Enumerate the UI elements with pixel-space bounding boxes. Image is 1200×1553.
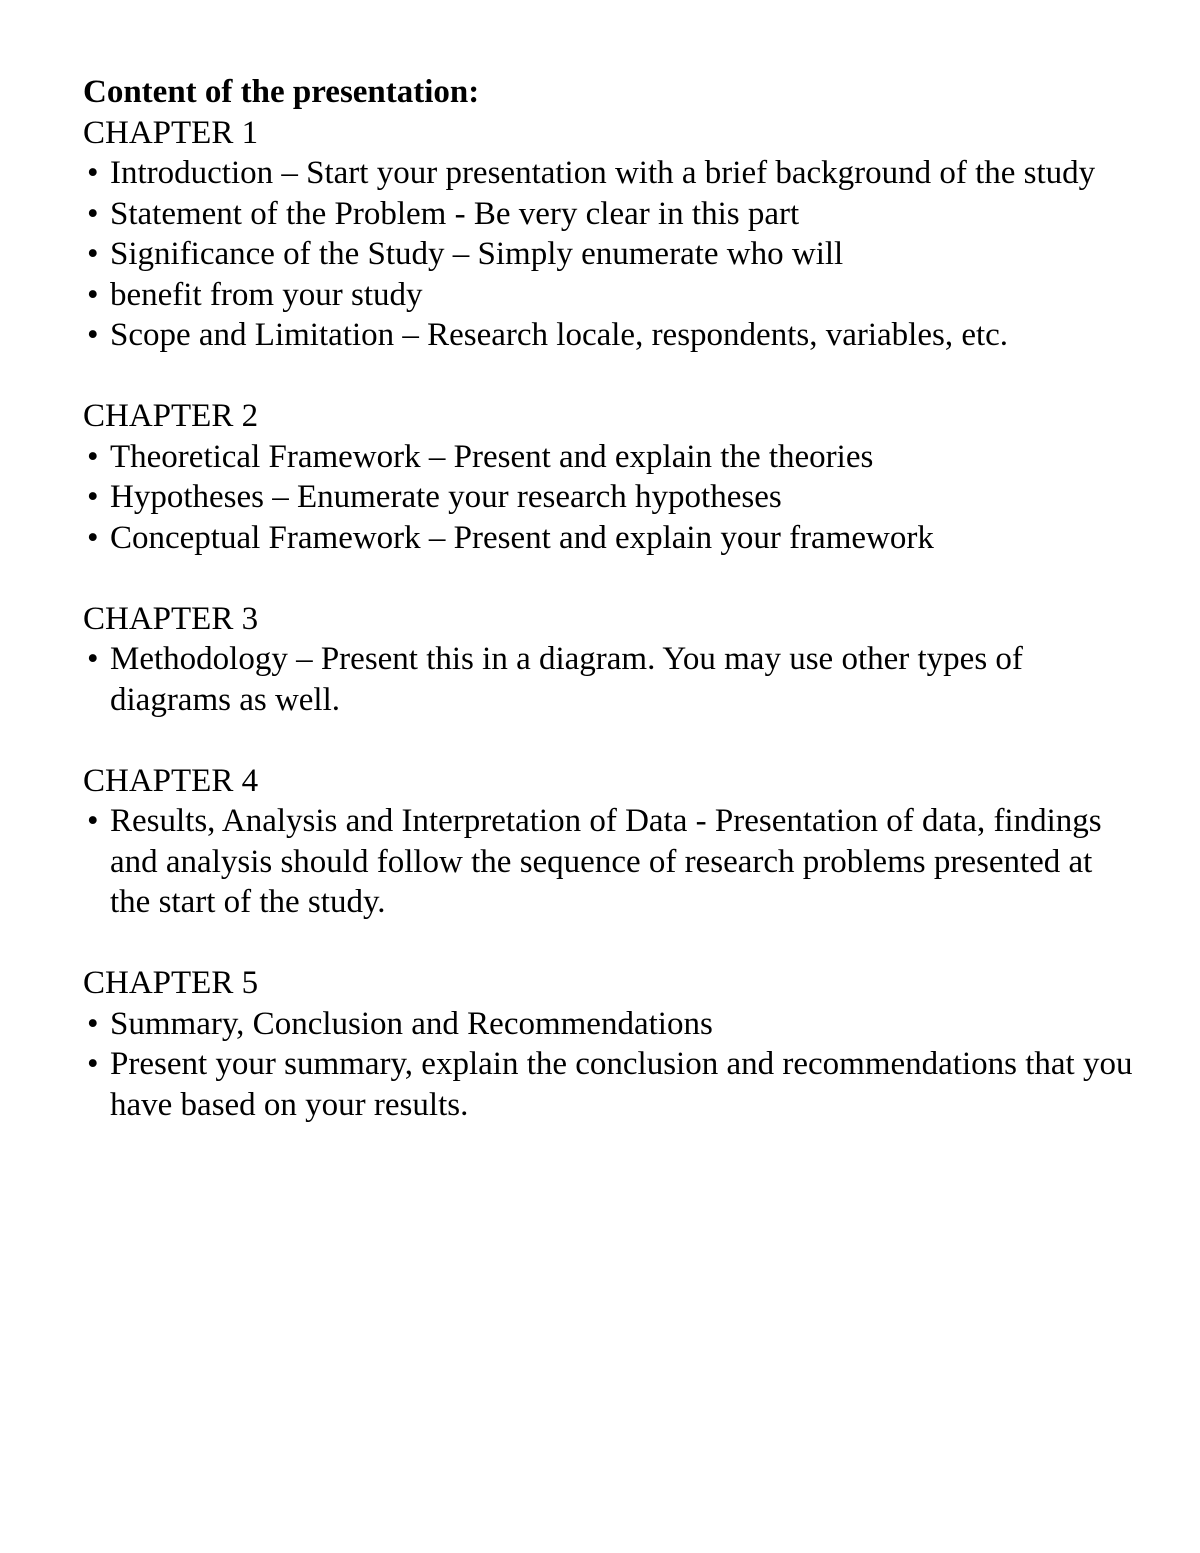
chapter-2 <box>83 396 1133 558</box>
list-item <box>83 234 1133 275</box>
list-item <box>83 477 1133 518</box>
bullet-icon: • <box>87 438 99 475</box>
bullet-list <box>83 801 1133 923</box>
list-item-text: Introduction – Start your presentation with a brief background of the study <box>110 155 1096 191</box>
list-item <box>83 801 1133 923</box>
list-item-text: Significance of the Study – Simply enumerate who will <box>110 236 844 272</box>
list-item-text: benefit from your study <box>110 276 423 313</box>
list-item <box>83 315 1133 356</box>
list-item-text: Conceptual Framework – Present and explain your framework <box>110 519 934 556</box>
list-item <box>83 518 1133 559</box>
list-item <box>83 275 1133 316</box>
list-item-text: Results, Analysis and Interpretation of Data - Presentation of data, findings and analysis should follow the sequence of research problems presented at the start of the study. <box>110 803 1102 920</box>
bullet-icon: • <box>87 519 99 556</box>
bullet-list <box>83 437 1133 559</box>
list-item-text: Hypotheses – Enumerate your research hypotheses <box>110 479 782 515</box>
list-item <box>83 194 1133 235</box>
list-item <box>83 1004 1133 1045</box>
bullet-icon: • <box>87 155 99 191</box>
bullet-list <box>83 153 1133 356</box>
bullet-icon: • <box>87 641 99 677</box>
list-item <box>83 437 1133 478</box>
bullet-icon: • <box>87 195 99 232</box>
list-item <box>83 1044 1133 1125</box>
bullet-icon: • <box>87 803 99 839</box>
chapter-5 <box>83 963 1133 1125</box>
bullet-icon: • <box>87 1046 99 1082</box>
bullet-icon: • <box>87 479 99 515</box>
list-item-text: Scope and Limitation – Research locale, respondents, variables, etc. <box>110 317 1009 353</box>
bullet-list <box>83 639 1133 720</box>
chapter-heading: CHAPTER 1 <box>83 114 259 151</box>
chapter-heading: CHAPTER 4 <box>83 762 259 799</box>
chapter-heading: CHAPTER 3 <box>83 600 259 637</box>
bullet-icon: • <box>87 276 99 313</box>
list-item-text: Statement of the Problem - Be very clear in this part <box>110 195 800 232</box>
list-item-text: Methodology – Present this in a diagram. You may use other types of diagrams as well. <box>110 641 1023 718</box>
document-content <box>83 72 1133 1166</box>
chapter-3 <box>83 599 1133 721</box>
list-item <box>83 639 1133 720</box>
list-item-text: Summary, Conclusion and Recommendations <box>110 1005 713 1042</box>
bullet-icon: • <box>87 1005 99 1042</box>
bullet-icon: • <box>87 317 99 353</box>
bullet-icon: • <box>87 236 99 272</box>
bullet-list <box>83 1004 1133 1126</box>
document-title: Content of the presentation: <box>83 74 480 110</box>
chapter-heading: CHAPTER 2 <box>83 398 259 434</box>
chapter-heading: CHAPTER 5 <box>83 965 259 1001</box>
list-item-text: Present your summary, explain the conclusion and recommendations that you have based on your results. <box>110 1046 1133 1123</box>
chapter-1 <box>83 113 1133 356</box>
chapter-4 <box>83 761 1133 923</box>
list-item-text: Theoretical Framework – Present and explain the theories <box>110 438 874 475</box>
list-item <box>83 153 1133 194</box>
